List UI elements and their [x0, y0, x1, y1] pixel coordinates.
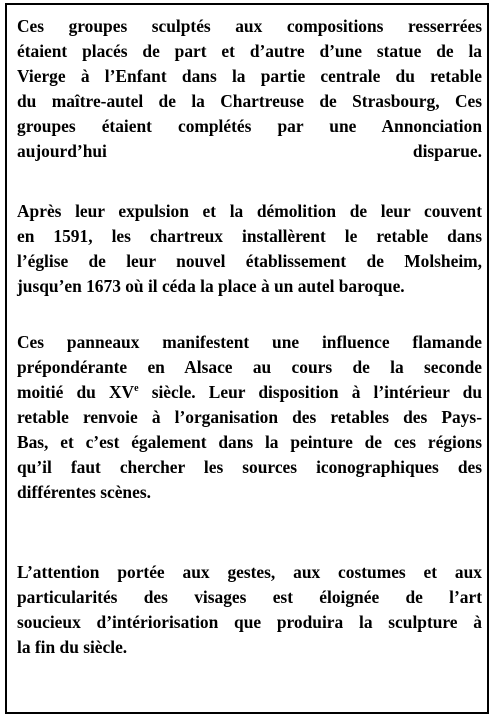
- paragraph-line: étaient placés de part et d’autre d’une statue de la: [17, 41, 482, 61]
- paragraph-line: jusqu’en 1673 où il céda la place à un autel baroque.: [17, 276, 405, 296]
- paragraph-line: qu’il faut chercher les sources iconographiques des: [17, 457, 482, 477]
- paragraph-line: particularités des visages est éloignée de l’art: [17, 587, 482, 607]
- paragraph-line: Ces panneaux manifestent une influence flamande: [17, 332, 482, 352]
- paragraph-line: en 1591, les chartreux installèrent le retable dans: [17, 226, 482, 246]
- paragraph-line: Ces groupes sculptés aux compositions resserrées: [17, 16, 482, 36]
- paragraph-line: groupes étaient complétés par une Annonciation: [17, 116, 482, 136]
- paragraph-line: L’attention portée aux gestes, aux costumes et aux: [17, 562, 482, 582]
- paragraph-line: Après leur expulsion et la démolition de leur couvent: [17, 201, 482, 221]
- paragraph-4: [17, 560, 482, 660]
- paragraph-line: aujourd’hui disparue.: [17, 141, 482, 161]
- paragraph-line: [17, 380, 482, 405]
- paragraph-line: l’église de leur nouvel établissement de Molsheim,: [17, 251, 482, 271]
- century-superscript: e: [134, 383, 139, 395]
- paragraph-line: Bas, et c’est également dans la peinture de ces régions: [17, 432, 482, 452]
- paragraph-1: [17, 14, 482, 164]
- paragraph-line: du maître-autel de la Chartreuse de Strasbourg, Ces: [17, 91, 482, 111]
- paragraph-line: Vierge à l’Enfant dans la partie centrale du retable: [17, 66, 482, 86]
- paragraph-line: prépondérante en Alsace au cours de la seconde: [17, 357, 482, 377]
- line-rest: siècle. Leur disposition à l’intérieur du: [138, 382, 482, 402]
- paragraph-line: soucieux d’intériorisation que produira la sculpture à: [17, 612, 482, 632]
- paragraph-3: [17, 330, 482, 505]
- paragraph-2: [17, 199, 482, 299]
- paragraph-line: retable renvoie à l’organisation des retables des Pays-: [17, 407, 482, 427]
- line-start: moitié du XV: [17, 382, 135, 402]
- paragraph-line: la fin du siècle.: [17, 637, 128, 657]
- paragraph-line: différentes scènes.: [17, 482, 151, 502]
